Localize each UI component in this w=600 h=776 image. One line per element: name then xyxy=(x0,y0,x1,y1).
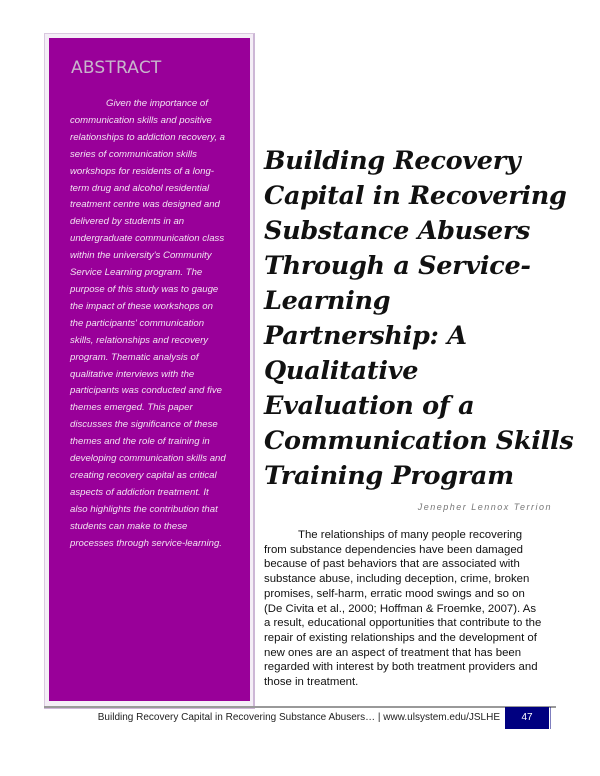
body-line: those in treatment. xyxy=(264,676,359,689)
abstract-line: the impact of these workshops on xyxy=(70,300,213,312)
abstract-line: creating recovery capital as critical xyxy=(70,469,217,481)
abstract-line: the participants' communication xyxy=(70,317,205,329)
body-line: a result, educational opportunities that contribute to the xyxy=(264,617,542,630)
abstract-line: communication skills and positive xyxy=(70,114,212,126)
page-number: 47 xyxy=(505,707,549,729)
title-line: Evaluation of a xyxy=(264,391,475,421)
abstract-line: Service Learning program. The xyxy=(70,267,203,279)
body-line: new ones are an aspect of treatment that has been xyxy=(264,646,522,659)
abstract-line: Given the importance of xyxy=(106,98,208,109)
abstract-line: delivered by students in an xyxy=(70,216,185,228)
abstract-line: undergraduate communication class xyxy=(70,233,225,245)
title-line: Communication Skills xyxy=(264,426,574,456)
footer-rule xyxy=(44,706,556,708)
title-line: Building Recovery xyxy=(264,146,521,176)
abstract-line: qualitative interviews with the xyxy=(70,368,195,380)
title-line: Qualitative xyxy=(264,356,419,386)
title-line: Partnership: A xyxy=(264,321,467,351)
body-paragraph xyxy=(264,528,560,690)
abstract-text xyxy=(70,96,250,552)
abstract-line: themes and the role of training in xyxy=(70,436,210,448)
abstract-line: workshops for residents of a long- xyxy=(70,165,214,177)
abstract-line: within the university's Community xyxy=(70,250,212,262)
abstract-line: developing communication skills and xyxy=(70,453,226,465)
abstract-panel xyxy=(49,38,250,701)
body-line: promises, self-harm, erratic mood swings and so on xyxy=(264,587,525,600)
title-line: Training Program xyxy=(264,461,514,491)
abstract-line: aspects of addiction treatment. It xyxy=(70,486,209,498)
abstract-line: participants was conducted and five xyxy=(70,385,222,397)
body-line: substance abuse, including deception, crime, broken xyxy=(264,573,530,586)
abstract-line: processes through service-learning. xyxy=(70,537,222,549)
abstract-line: treatment centre was designed and xyxy=(70,199,220,211)
abstract-line: term drug and alcohol residential xyxy=(70,182,210,194)
page-number-edge xyxy=(550,707,551,729)
body-line: The relationships of many people recovering xyxy=(298,529,523,541)
abstract-line: themes emerged. This paper xyxy=(70,402,193,414)
body-line: because of past behaviors that are associated with xyxy=(264,558,520,571)
abstract-line: series of communication skills xyxy=(70,148,197,160)
title-line: Capital in Recovering xyxy=(264,181,567,211)
abstract-line: relationships to addiction recovery, a xyxy=(70,131,226,143)
abstract-line: purpose of this study was to gauge xyxy=(70,283,219,295)
abstract-line: students can make to these xyxy=(70,520,188,532)
abstract-line: discusses the significance of these xyxy=(70,419,218,431)
body-line: (De Civita et al., 2000; Hoffman & Froemke, 2007). As xyxy=(264,602,537,615)
footer-running-title: Building Recovery Capital in Recovering Substance Abusers… | www.ulsystem.edu/JSLHE xyxy=(97,712,500,723)
author-name: Jenepher Lennox Terrion xyxy=(417,502,552,512)
title-line: Substance Abusers xyxy=(264,216,531,246)
abstract-line: also highlights the contribution that xyxy=(70,503,218,515)
body-line: from substance dependencies have been damaged xyxy=(264,543,524,556)
title-line: Through a Service- xyxy=(264,251,531,281)
abstract-line: skills, relationships and recovery xyxy=(70,334,209,346)
abstract-heading: ABSTRACT xyxy=(71,58,162,78)
body-line: repair of existing relationships and the development of xyxy=(264,631,537,644)
title-line: Learning xyxy=(264,286,391,316)
article-title xyxy=(264,144,573,494)
abstract-line: program. Thematic analysis of xyxy=(70,351,199,363)
body-line: regarded with interest by both treatment providers and xyxy=(264,661,538,674)
